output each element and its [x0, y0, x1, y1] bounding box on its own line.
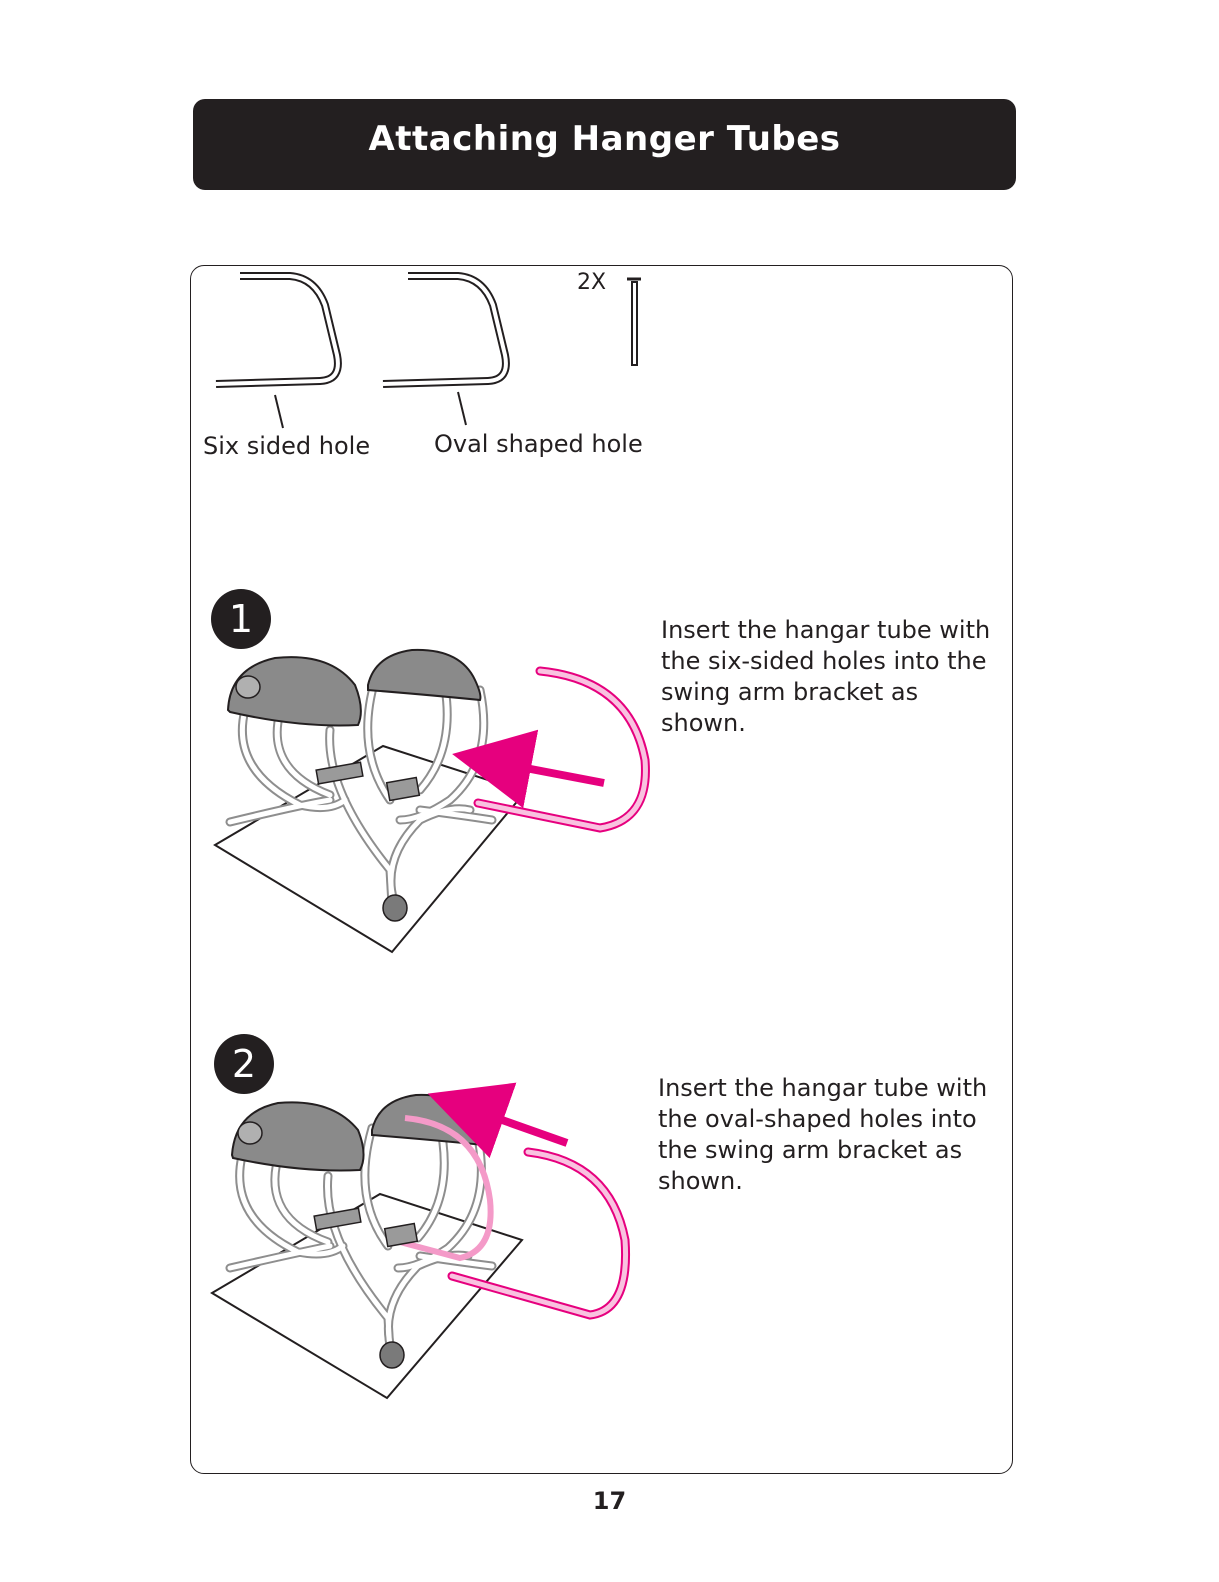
hanger-tube-six-sided-illustration: [216, 276, 338, 428]
pin-quantity-label: 2X: [577, 270, 607, 295]
oval-shaped-hole-label: Oval shaped hole: [434, 430, 643, 458]
step-1-instruction: Insert the hangar tube with the six-sided holes into the swing arm bracket as shown.: [661, 616, 991, 737]
page-number: 17: [592, 1487, 627, 1515]
six-sided-hole-label: Six sided hole: [203, 432, 371, 460]
step-2-illustration: [212, 1095, 626, 1398]
hanger-tube-oval-illustration: [383, 276, 506, 425]
step-1-illustration: [215, 650, 645, 952]
step-2-number-badge: 2: [214, 1034, 274, 1094]
step-2-instruction: Insert the hangar tube with the oval-shaped holes into the swing arm bracket as shown.: [658, 1074, 988, 1195]
pin-illustration: [627, 279, 641, 365]
page-title: Attaching Hanger Tubes: [368, 119, 841, 159]
step-1-number-badge: 1: [211, 589, 271, 649]
